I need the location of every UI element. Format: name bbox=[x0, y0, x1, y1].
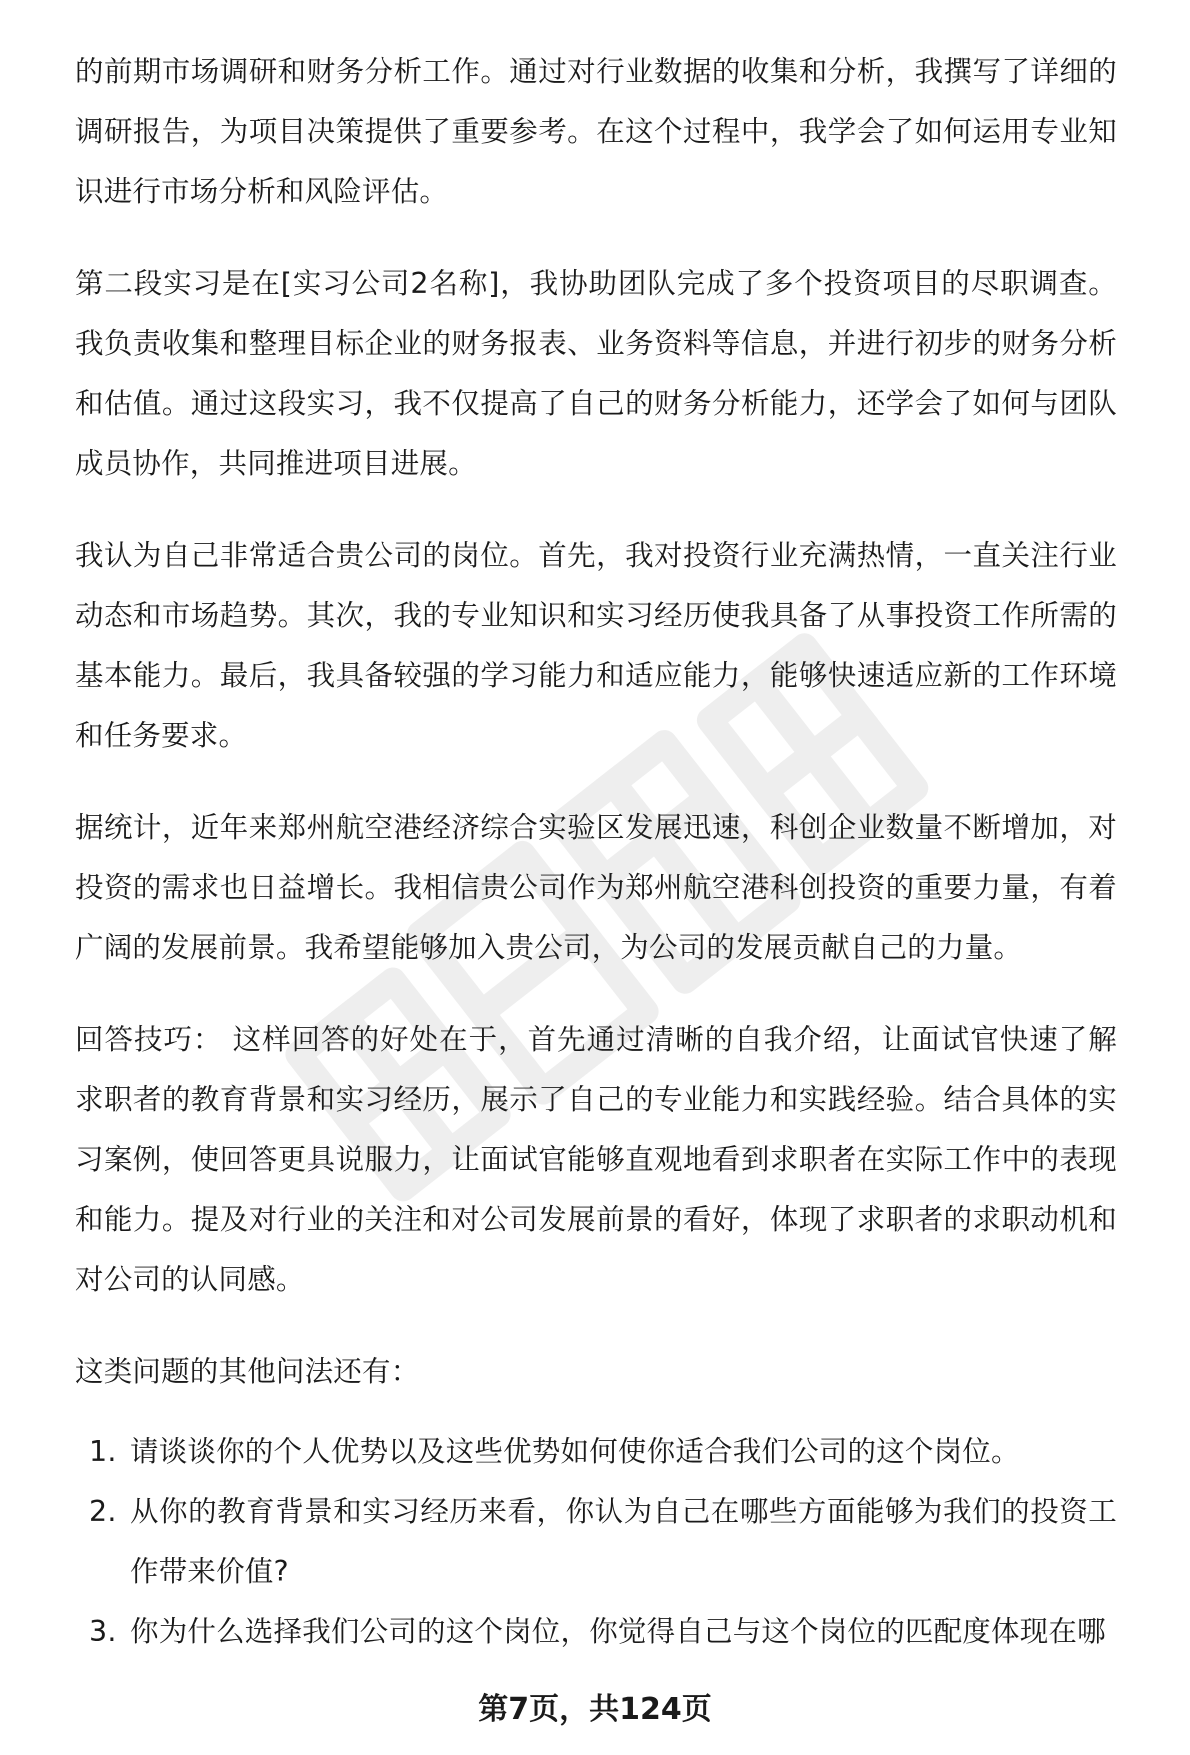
document-body bbox=[75, 42, 1117, 1662]
paragraph-other-questions-intro: 这类问题的其他问法还有： bbox=[75, 1355, 420, 1388]
list-item-text: 从你的教育背景和实习经历来看，你认为自己在哪些方面能够为我们的投资工作带来价值? bbox=[130, 1495, 1117, 1588]
list-item-number: 2. bbox=[89, 1495, 117, 1528]
list-item bbox=[75, 1602, 1117, 1662]
other-questions-list bbox=[75, 1422, 1117, 1662]
list-item-text: 你为什么选择我们公司的这个岗位，你觉得自己与这个岗位的匹配度体现在哪 bbox=[130, 1615, 1106, 1648]
list-item bbox=[75, 1482, 1117, 1602]
paragraph-internship-1-end: 的前期市场调研和财务分析工作。通过对行业数据的收集和分析，我撰写了详细的调研报告，为项目决策提供了重要参考。在这个过程中，我学会了如何运用专业知识进行市场分析和风险评估。 bbox=[75, 55, 1117, 208]
paragraph-suitability: 我认为自己非常适合贵公司的岗位。首先，我对投资行业充满热情，一直关注行业动态和市场趋势。其次，我的专业知识和实习经历使我具备了从事投资工作所需的基本能力。最后，我具备较强的学习能力和适应能力，能够快速适应新的工作环境和任务要求。 bbox=[75, 539, 1117, 752]
list-item bbox=[75, 1422, 1117, 1482]
list-item-text: 请谈谈你的个人优势以及这些优势如何使你适合我们公司的这个岗位。 bbox=[130, 1435, 1020, 1468]
page-number-footer: 第7页，共124页 bbox=[478, 1692, 712, 1727]
list-item-number: 3. bbox=[89, 1615, 117, 1648]
list-item-number: 1. bbox=[89, 1435, 117, 1468]
paragraph-answer-tips: 回答技巧： 这样回答的好处在于，首先通过清晰的自我介绍，让面试官快速了解求职者的教育背景和实习经历，展示了自己的专业能力和实践经验。结合具体的实习案例，使回答更具说服力，让面试官能够直观地看到求职者在实际工作中的表现和能力。提及对行业的关注和对公司发展前景的看好，体现了求职者的求职动机和对公司的认同感。 bbox=[75, 1023, 1117, 1296]
paragraph-internship-2: 第二段实习是在[实习公司2名称]，我协助团队完成了多个投资项目的尽职调查。我负责收集和整理目标企业的财务报表、业务资料等信息，并进行初步的财务分析和估值。通过这段实习，我不仅提高了自己的财务分析能力，还学会了如何与团队成员协作，共同推进项目进展。 bbox=[75, 267, 1117, 480]
paragraph-statistics: 据统计，近年来郑州航空港经济综合实验区发展迅速，科创企业数量不断增加，对投资的需求也日益增长。我相信贵公司作为郑州航空港科创投资的重要力量，有着广阔的发展前景。我希望能够加入贵公司，为公司的发展贡献自己的力量。 bbox=[75, 811, 1117, 964]
